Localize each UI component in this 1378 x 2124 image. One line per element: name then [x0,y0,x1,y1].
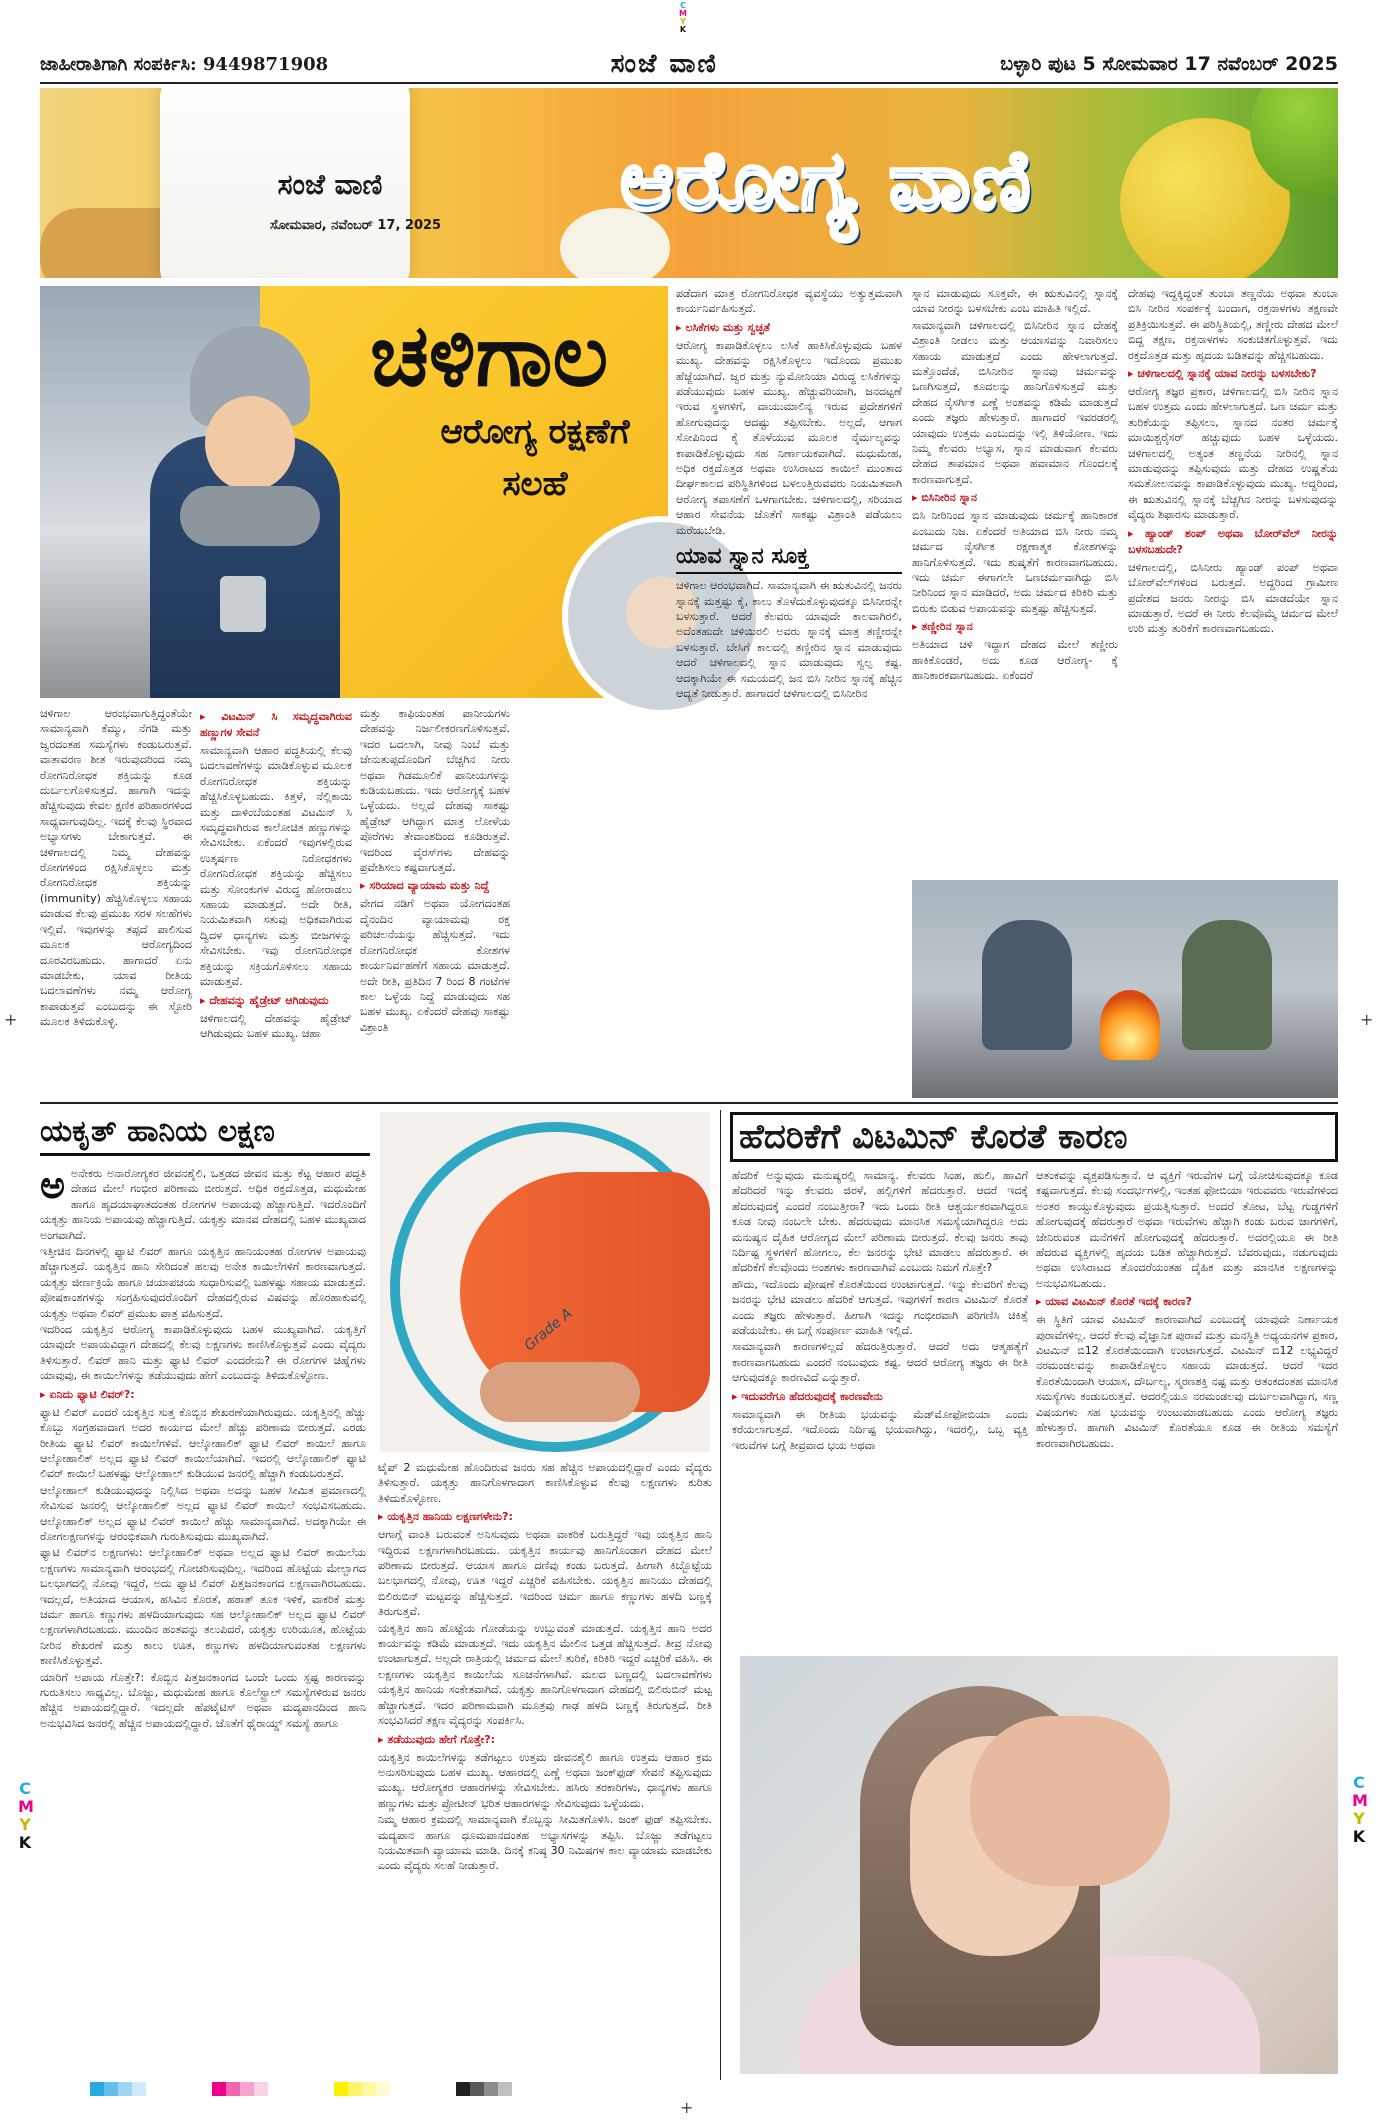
drop-cap: ಅ [40,1166,66,1207]
photo-caption: Grade A [521,1305,576,1355]
article-paragraph: ಚಳಿಗಾಲದಲ್ಲಿ, ಬಿಸಿನೀರು ಹ್ಯಾಂಡ್ ಪಂಪ್ ಅಥವಾ ಬೋರ್‌ವೆಲ್‌ಗಳಿಂದ ಬರುತ್ತದೆ. ಅದ್ದರಿಂದ ಗ್ರಾಮೀಣ ಪ್ರದೇಶದ ಜನರು ನೀರನ್ನು ಬಿಸಿ ಮಾಡದೆಯೇ ಸ್ನಾನ ಮಾಡುತ್ತಾರೆ. ಅದರೆ ಈ ನೀರು ಕೆಲವೊಮ್ಮೆ ಚರ್ಮದ ಮೇಲೆ ಉರಿ ಮತ್ತು ತುರಿಕೆಗೆ ಕಾರಣವಾಗಬಹುದು. [1128,560,1338,636]
registration-swatch [348,2082,362,2096]
registration-swatch [470,2082,484,2096]
registration-swatch [456,2082,470,2096]
child-face [205,396,295,491]
cmyk-letter: C [680,1,686,10]
article-paragraph: ವೇಗದ ನಡಿಗೆ ಅಥವಾ ಯೋಗದಂತಹ ದೈನಂದಿನ ವ್ಯಾಯಾಮವು ರಕ್ತ ಪರಿಚಲನೆಯನ್ನು ಹೆಚ್ಚಿಸುತ್ತದೆ. ಇದು ರೋಗನಿರೋಧಕ ಕೋಶಗಳ ಕಾರ್ಯನಿರ್ವಹಣೆಗೆ ಸಹಾಯ ಮಾಡುತ್ತದೆ. ಅದೇ ರೀತಿ, ಪ್ರತಿದಿನ 7 ರಿಂದ 8 ಗಂಟೆಗಳ ಕಾಲ ಒಳ್ಳೆಯ ನಿದ್ದೆ ಮಾಡುವುದು ಸಹ ಬಹಳ ಮುಖ್ಯ. ಏಕೆಂದರೆ ದೇಹವು ಸಾಕಷ್ಟು ವಿಶ್ರಾಂತಿ [360,897,510,1034]
winter-col-5 [912,286,1118,872]
cmyk-letter: Y [19,1815,31,1834]
cmyk-letter: C [19,1779,31,1798]
vitamin-article-title: ಹೆದರಿಕೆಗೆ ವಿಟಮಿನ್ ಕೊರತೆ ಕಾರಣ [730,1112,1338,1162]
article-paragraph: ಆಗಾಗ್ಗೆ ವಾಂತಿ ಬರುವಂತೆ ಅನಿಸುವುದು ಅಥವಾ ವಾಕರಿಕೆ ಬರುತ್ತಿದ್ದರೆ ಇವು ಯಕೃತ್ತಿನ ಹಾನಿ ಇದ್ದಿರುವ ಲಕ್ಷಣಗಳಾಗಿರಬಹುದು. ಯಕೃತ್ತಿನ ಕಾರ್ಯವು ಹಾನಿಗೊಂಡಾಗ ದೇಹದ ಮೇಲೆ ಪರಿಣಾಮ ಬೀರುತ್ತದೆ. ಆಯಾಸ ಹಾಗೂ ದಣಿವು ಕಂಡು ಬರುತ್ತದೆ. ಹೀಗಾಗಿ ಕಿಬ್ಬೊಟ್ಟೆಯ ಬಲಭಾಗದಲ್ಲಿ ನೋವು, ಊತ ಇದ್ದರೆ ಎಚ್ಚರಿಕೆ ವಹಿಸಬೇಕು. ಯಕೃತ್ತಿನ ಹಾನಿಯು ದೇಹದಲ್ಲಿ ಬಿಲಿರುಬಿನ್ ಮಟ್ಟವನ್ನು ಹೆಚ್ಚಿಸುತ್ತದೆ. ಇದರಿಂದ ಚರ್ಮ ಹಾಗೂ ಕಣ್ಣುಗಳು ಹಳದಿ ಬಣ್ಣಕ್ಕೆ ತಿರುಗುತ್ತವೆ. [378,1528,712,1619]
section-divider [40,1102,1338,1104]
article-paragraph: ಇದರಿಂದ ಯಕೃತ್ತಿನ ಆರೋಗ್ಯ ಕಾಪಾಡಿಕೊಳ್ಳುವುದು ಬಹಳ ಮುಖ್ಯವಾಗಿದೆ. ಯಕೃತ್ತಿಗೆ ಯಾವುದೇ ಅಪಾಯವಿದ್ದಾಗ ದೇಹದಲ್ಲಿ ಕೆಲವು ಲಕ್ಷಣಗಳು ಕಾಣಿಸಿಕೊಳ್ಳುತ್ತವೆ ಎಂದು ವೈದ್ಯರು ತಿಳಿಸುತ್ತಾರೆ. ಲಿವರ್ ಹಾನಿ ಮತ್ತು ಫ್ಯಾಟಿ ಲಿವರ್ ಎಂದರೇನು? ಈ ರೋಗಗಳ ಚಿಹ್ನೆಗಳು ಯಾವುವು, ಈ ಕಾಯಿಲೆಗಳನ್ನು ತಡೆಯುವುದು ಹೇಗೆ ಎಂಬುದನ್ನು ತಿಳಿದುಕೊಳ್ಳೋಣ. [40,1323,366,1383]
article-paragraph: ಸಾಮಾನ್ಯವಾಗಿ ಆಹಾರ ಪದ್ಧತಿಯಲ್ಲಿ ಕೆಲವು ಬದಲಾವಣೆಗಳನ್ನು ಮಾಡಿಕೊಳ್ಳುವ ಮೂಲಕ ರೋಗನಿರೋಧಕ ಶಕ್ತಿಯನ್ನು ಹೆಚ್ಚಿಸಿಕೊಳ್ಳಬಹುದು. ಕಿತ್ತಳೆ, ನೆಲ್ಲಿಕಾಯಿ ಮತ್ತು ದಾಳಿಂಬೆಯಂತಹ ವಿಟಮಿನ್ ಸಿ ಸಮೃದ್ಧವಾಗಿರುವ ಕಾಲೋಚಿತ ಹಣ್ಣುಗಳನ್ನು ಸೇವಿಸಬೇಕು. ಏಕೆಂದರೆ ಇವುಗಳಲ್ಲಿರುವ ಉತ್ಕರ್ಷಣ ನಿರೋಧಕಗಳು ರೋಗನಿರೋಧಕ ಶಕ್ತಿಯನ್ನು ಹೆಚ್ಚಿಸಲು ಮತ್ತು ಸೋಂಕುಗಳ ವಿರುದ್ಧ ಹೋರಾಡಲು ಸಹಾಯ ಮಾಡುತ್ತದೆ. ಅದೇ ರೀತಿ, ನಿಯಮಿತವಾಗಿ ಸತುವು ಅಧಿಕವಾಗಿರುವ ದ್ವಿದಳ ಧಾನ್ಯಗಳು ಮತ್ತು ಬೀಜಗಳನ್ನು ಸೇವಿಸಬೇಕು. ಇವು ರೋಗನಿರೋಧಕ ಶಕ್ತಿಯನ್ನು ಸಕ್ರಿಯಗೊಳಿಸಲು ಸಹಾಯ ಮಾಡುತ್ತವೆ. [200,744,352,989]
cmyk-letter: M [1352,1791,1368,1810]
winter-subheadline: ಆರೋಗ್ಯ ರಕ್ಷಣೆಗೆ ಸಲಹೆ [440,412,630,504]
fire-icon [1100,990,1160,1060]
winter-col-1 [40,706,192,1106]
masthead-logo: ಸಂಜೆ ವಾಣಿ [610,48,718,79]
vitamin-col-1 [732,1168,1028,1650]
section-banner [40,88,1338,278]
article-paragraph: ಚಳಿಗಾಲ ಆರಂಭವಾಗಿದೆ. ಸಾಮಾನ್ಯವಾಗಿ ಈ ಋತುವಿನಲ್ಲಿ ಜನರು ಸ್ನಾನಕ್ಕೆ ಮತ್ತಷ್ಟು ಕೈ, ಕಾಲು ತೊಳೆದುಕೊಳ್ಳುವುದಕ್ಕೂ ಬಿಸಿನೀರನ್ನೇ ಬಳಸುತ್ತಾರೆ. ಆದರೆ ಕೆಲವರು ಯಾವುದೇ ಕಾಲವಾಗಿರಲಿ, ಅದೆಂತಹುದೇ ಚಳಿಯಿರಲಿ ಅವರು ಸ್ನಾನಕ್ಕೆ ಮಾತ್ರ ತಣ್ಣೀರನ್ನೇ ಬಳಸುತ್ತಾರೆ. ಬೇಸಿಗೆ ಕಾಲದಲ್ಲಿ ತಣ್ಣೀರಿನ ಸ್ನಾನ ಮಾಡುವುದು ಆದರೆ ಚಳಿಗಾಲದಲ್ಲಿ ಸ್ನಾನ ಮಾಡುವುದು ಸ್ವಲ್ಪ ಕಷ್ಟ. ಆದಕ್ಕಾಗಿಯೇ ಈ ಸಮಯದಲ್ಲಿ ಜನ ಬಿಸಿ ನೀರಿನ ಸ್ನಾನಕ್ಕೆ ಹೆಚ್ಚಿನ ಆದ್ಯತೆ ನೀಡುತ್ತಾರೆ. ಹಾಗಾದರೆ ಚಳಿಗಾಲದಲ್ಲಿ ಬಿಸಿನೀರಿನ [676,579,902,700]
article-paragraph: ಆರೋಗ್ಯ ಕಾಪಾಡಿಕೊಳ್ಳಲು ಲಸಿಕೆ ಹಾಕಿಸಿಕೊಳ್ಳುವುದು ಬಹಳ ಮುಖ್ಯ. ದೇಹವನ್ನು ರಕ್ಷಿಸಿಕೊಳ್ಳಲು ಇದೊಂದು ಪ್ರಮುಖ ಹೆಜ್ಜೆಯಾಗಿದೆ. ಜ್ವರ ಮತ್ತು ನ್ಯುಮೋನಿಯಾ ವಿರುದ್ಧ ಲಸಿಕೆಗಳನ್ನು ಪಡೆಯುವುದು ಬಹಳ ಮುಖ್ಯ. ಹೆಚ್ಚುವರಿಯಾಗಿ, ಜನದಟ್ಟಣೆ ಇರುವ ಸ್ಥಳಗಳಿಗೆ, ವಾಯುಮಾಲಿನ್ಯ ಇರುವ ಪ್ರದೇಶಗಳಿಗೆ ಹೋಗುವುದನ್ನು ಆದಷ್ಟು ತಪ್ಪಿಸಬೇಕು. ಅಲ್ಲದೆ, ಆಗಾಗ ಸೋಪಿನಿಂದ ಕೈ ತೊಳೆಯುವ ಮೂಲಕ ನೈರ್ಮಲ್ಯವನ್ನು ಕಾಪಾಡಿಕೊಳ್ಳುವುದು ಸಹ ನಿರ್ಣಾಯಕವಾಗಿದೆ. ಮಧುಮೇಹ, ಅಧಿಕ ರಕ್ತದೊತ್ತಡ ಅಥವಾ ಉಸಿರಾಟದ ಕಾಯಿಲೆ ಮುಂತಾದ ದೀರ್ಘಕಾಲದ ಪರಿಸ್ಥಿತಿಗಳಿಂದ ಬಳಲುತ್ತಿರುವವರು ನಿಯಮಿತವಾಗಿ ಆರೋಗ್ಯ ತಪಾಸಣೆಗೆ ಒಳಗಾಗಬೇಕು. ಚಳಿಗಾಲದಲ್ಲಿ, ಸರಿಯಾದ ಆಹಾರ ಸೇವನೆಯ ಜೊತೆಗೆ ಸಾಕಷ್ಟು ವಿಶ್ರಾಂತಿ ಪಡೆಯಲು ಮರೆಯಬೇಡಿ. [676,338,902,537]
child-scarf [180,486,320,546]
winter-col-3 [360,706,510,1106]
article-paragraph: ಸಾಮಾನ್ಯವಾಗಿ ಈ ರೀತಿಯ ಭಯವನ್ನು ಮೆಡ್‌ಮೋಫೋಬಿಯಾ ಎಂದು ಕರೆಯಲಾಗುತ್ತದೆ. ಇದೊಂದು ನಿರ್ದಿಷ್ಟ ಭಯವಾಗಿದ್ದು, ಇದರಲ್ಲಿ, ಒಬ್ಬ ವ್ಯಕ್ತಿ ಇರುವೆಗಳ ಬಗ್ಗೆ ತೀವ್ರವಾದ ಭಯ ಅಥವಾ [732,1407,1028,1452]
subsection-title: ಯಾವ ಸ್ನಾನ ಸೂಕ್ತ [676,542,902,574]
article-paragraph: ಅತಿಯಾದ ಚಳಿ ಇದ್ದಾಗ ದೇಹದ ಮೇಲೆ ತಣ್ಣೀರು ಹಾಕಿಕೊಂಡರೆ, ಅದು ಕೂಡ ಆರೋಗ್ಯ- ಕ್ಕೆ ಹಾನಿಕಾರಕವಾಗಬಹುದು. ಏಕೆಂದರೆ [912,638,1118,682]
liver-pain-photo [380,1112,710,1452]
crosshair-icon: + [1360,1010,1374,1029]
registration-swatch [90,2082,104,2096]
winter-headline: ಚಳಿಗಾಲ [370,306,609,406]
worried-woman-photo [740,1656,1338,2074]
cmyk-mark-left [18,1780,32,1852]
mug-icon [220,576,266,632]
vitamin-col-2 [1036,1168,1338,1650]
article-paragraph: ಯಕೃತ್ತಿನ ಹಾನಿ ಹೊಟ್ಟೆಯ ಗೋಡೆಯನ್ನು ಉಬ್ಬುವಂತೆ ಮಾಡುತ್ತದೆ. ಯಕೃತ್ತಿನ ಹಾನಿ ಅದರ ಕಾರ್ಯವನ್ನು ಕಡಿಮೆ ಮಾಡುತ್ತದೆ. ಇದು ಯಕೃತ್ತಿನ ಮೇಲಿನ ಒತ್ತಡ ಹೆಚ್ಚಿಸುತ್ತದೆ. ತೀವ್ರ ನೋವು ಉಂಟಾಗುತ್ತದೆ. ಅಲ್ಲದೇ ರಾತ್ರಿಯಲ್ಲಿ ಚರ್ಮದ ಮೇಲೆ ತುರಿಕೆ, ಕಿರಿಕಿರಿ ಇದ್ದರೆ ಎಚ್ಚರಿಕೆ ವಹಿಸಿ. ಈ ಲಕ್ಷಣಗಳು ಯಕೃತ್ತಿನ ಕಾಯಿಲೆಯ ಸೂಚನೆಗಳಾಗಿವೆ. ಮಲದ ಬಣ್ಣದಲ್ಲಿ ಬದಲಾವಣೆಗಳು ಯಕೃತ್ತಿನ ಹಾನಿಯ ಸಂಕೇತವಾಗಿದೆ. ಯಕೃತ್ತು ಹಾನಿಗೊಳಗಾದಾಗ ದೇಹದಲ್ಲಿ ಬಿಲಿರುಬಿನ್ ಮಟ್ಟ ಹೆಚ್ಚಾಗುತ್ತದೆ. ಇದರ ಪರಿಣಾಮವಾಗಿ ಮೂತ್ರವು ಗಾಢ ಹಳದಿ ಬಣ್ಣಕ್ಕೆ ತಿರುಗುತ್ತದೆ. ರೀತಿ ಸಂಭವಿಸಿದರೆ ತಕ್ಷಣ ವೈದ್ಯರನ್ನು ಸಂಪರ್ಕಿಸಿ. [378,1621,712,1728]
column-divider [720,1110,721,2080]
subheading: ▸ ಬಿಸಿನೀರಿನ ಸ್ನಾನ [912,490,1118,506]
registration-swatch [362,2082,376,2096]
cmyk-letter: K [679,25,687,34]
article-paragraph: ಯಕೃತ್ತಿನ ಕಾಯಿಲೆಗಳನ್ನು ತಡೆಗಟ್ಟಲು ಉತ್ತಮ ಜೀವನಶೈಲಿ ಹಾಗೂ ಉತ್ತಮ ಆಹಾರ ಕ್ರಮ ಅನುಸರಿಸುವುದು ಬಹಳ ಮುಖ್ಯ. ಆಹಾರದಲ್ಲಿ ಎಣ್ಣೆ ಅಥವಾ ಜಂಕ್‌ಫುಡ್ ಸೇವನೆ ತಪ್ಪಿಸುವುದು ಮುಖ್ಯ. ಆರೋಗ್ಯಕರ ಆಹಾರಗಳನ್ನು ಸೇವಿಸಬೇಕು. ಹಸಿರು ತರಕಾರಿಗಳು, ಧಾನ್ಯಗಳು ಹಾಗೂ ಹಣ್ಣುಗಳು ಮತ್ತು ಪ್ರೋಟೀನ್ ಭರಿತ ಆಹಾರಗಳನ್ನು ಸೇವಿಸುವುದು ಒಳ್ಳೆಯದು. [378,1750,712,1810]
subheading: ▸ ತಣ್ಣೀರಿನ ಸ್ನಾನ [912,619,1118,635]
article-paragraph: ಹೆದರಿಕೆ ಅನ್ನುವುದು ಮನುಷ್ಯರಲ್ಲಿ ಸಾಮಾನ್ಯ. ಕೆಲವರು ಸಿಂಹ, ಹುಲಿ, ಹಾವಿಗೆ ಹೆದರಿದರೆ ಇನ್ನು ಕೆಲವರು ಜಿರಳೆ, ಹಲ್ಲಿಗಳಿಗೆ ಹೆದರುತ್ತಾರೆ. ಆದರೆ ಇದಕ್ಕೆ ಹೆದರುವುದಕ್ಕೆ ಎಂದರೆ ನಂಬುತ್ತೀರಾ? ಇದು ಒಂದು ರೀತಿ ಆಶ್ಚರ್ಯಕರವಾಗಿದ್ದರೂ ಕೂಡ ನೀವು ನಂಬಲೇ ಬೇಕು. ಹೆದರುವುದು ಮಾನಸಿಕ ಸಮಸ್ಯೆಯಾಗಿದ್ದರೂ ಅದು ಮನುಷ್ಯನ ದೈಹಿಕ ಆರೋಗ್ಯದ ಮೇಲೆ ಪರಿಣಾಮ ಬೀರುತ್ತದೆ. ಕೆಲವು ಜನರು ತಾವು ನಿರ್ದಿಷ್ಟ ಸ್ಥಳಗಳಿಗೆ ಹೋಗಲು, ಕೆಲ ಜನರನ್ನು ಭೇಟಿ ಮಾಡಲು ಹೆದರುತ್ತಾರೆ. ಈ ಹೆದರಿಕೆಗೆ ಕೆಲವೊಂದು ಅಂಶಗಳು ಕಾರಣವಾಗಿವೆ ಎಂಬುದು ನಿಮಗೆ ಗೊತ್ತೇ? [732,1169,1028,1275]
registration-swatch [240,2082,254,2096]
cmyk-letter: Y [680,17,686,26]
cmyk-letter: K [1352,1827,1366,1846]
subheading: ▸ ಹ್ಯಾಂಡ್ ಶಂಪ್ ಅಥವಾ ಬೋರ್‌ವೆಲ್ ನೀರನ್ನು ಬಳಸಬಹುದೇ? [1128,526,1338,558]
article-paragraph: ಆರೋಗ್ಯ ತಜ್ಞರ ಪ್ರಕಾರ, ಚಳಿಗಾಲದಲ್ಲಿ ಬಿಸಿ ನೀರಿನ ಸ್ನಾನ ಬಹಳ ಉತ್ತಮ ಎಂದು ಹೇಳಲಾಗುತ್ತದೆ. ಒಣ ಚರ್ಮ ಮತ್ತು ತುರಿಕೆಯನ್ನು ತಪ್ಪಿಸಲು, ಸ್ನಾನದ ನಂತರ ಚರ್ಮಕ್ಕೆ ಮಾಯಿಶ್ಚರೈಸರ್ ಹಚ್ಚುವುದು ಬಹಳ ಒಳ್ಳೆಯದು. ಚಳಿಗಾಲದಲ್ಲಿ ಅತ್ಯಂತ ತಣ್ಣನೆಯ ನೀರಿನಲ್ಲಿ ಸ್ನಾನ ಮಾಡುವುದನ್ನು ತಪ್ಪಿಸುವುದು ಮತ್ತು ದೇಹದ ಉಷ್ಣತೆಯ ಸಮತೋಲನವನ್ನು ಕಾಪಾಡಿಕೊಳ್ಳುವುದು ಮುಖ್ಯ. ಅದ್ದರಿಂದ, ಈ ಋತುವಿನಲ್ಲಿ ಸ್ನಾನಕ್ಕೆ ಬೆಚ್ಚಗಿನ ನೀರನ್ನು ಬಳಸುವುದನ್ನು ವೈದ್ಯರು ಶಿಫಾರಸು ಮಾಡುತ್ತಾರೆ. [1128,385,1338,522]
article-paragraph: ಫ್ಯಾಟಿ ಲಿವರ್ ಎಂದರೆ ಯಕೃತ್ತಿನ ಸುತ್ತ ಕೊಬ್ಬಿನ ಶೇಖರಣೆಯಾಗಿರುವುದು. ಯಕೃತ್ತಿನಲ್ಲಿ ಹೆಚ್ಚು ಕೊಬ್ಬು ಸಂಗ್ರಹವಾದಾಗ ಅದರ ಕಾರ್ಯದ ಮೇಲೆ ಹೆಚ್ಚು ಪರಿಣಾಮ ಬೀರುತ್ತದೆ. ಎರಡು ರೀತಿಯ ಫ್ಯಾಟಿ ಲಿವರ್ ಕಾಯಿಲೆಗಳಿವೆ. ಆಲ್ಕೋಹಾಲಿಕ್ ಫ್ಯಾಟಿ ಲಿವರ್ ಕಾಯಿಲೆ ಹಾಗೂ ಆಲ್ಕೋಹಾಲಿಕ್ ಅಲ್ಲದ ಫ್ಯಾಟಿ ಲಿವರ್ ಕಾಯಿಲೆಯಾಗಿದೆ. ಇದರಲ್ಲಿ ಆಲ್ಕೋಹಾಲಿಕ್ ಫ್ಯಾಟಿ ಲಿವರ್ ಕಾಯಿಲೆ ಬಹಳಷ್ಟು ಆಲ್ಕೋಹಾಲ್ ಕುಡಿಯುವ ಜನರಲ್ಲಿ ಹೆಚ್ಚಾಗಿ ಕಂಡುಬರುತ್ತದೆ. [40,1405,366,1481]
color-registration-bar [90,2082,512,2096]
article-paragraph: ಆಲ್ಕೋಹಾಲ್ ಕುಡಿಯುವುದನ್ನು ನಿಲ್ಲಿಸಿದ ಅಥವಾ ಅದನ್ನು ಬಹಳ ಸೀಮಿತ ಪ್ರಮಾಣದಲ್ಲಿ ಸೇವಿಸುವ ಜನರಲ್ಲಿ ಆಲ್ಕೋಹಾಲಿಕ್ ಅಲ್ಲದ ಫ್ಯಾಟಿ ಲಿವರ್ ಕಾಯಿಲೆ ಸಂಭವಿಸಬಹುದು. ಆಲ್ಕೋಹಾಲಿಕ್ ಅಲ್ಲದ ಫ್ಯಾಟಿ ಲಿವರ್ ಕಾಯಿಲೆ ಹೆಚ್ಚು ಸಾಮಾನ್ಯವಾಗಿದೆ. ಅದಕ್ಕಾಗಿಯೇ ಈ ರೋಗಲಕ್ಷಣಗಳನ್ನು ಆರಂಭಿಕವಾಗಿ ಗುರುತಿಸುವುದು ಮುಖ್ಯವಾಗಿದೆ. [40,1483,366,1543]
registration-swatch [104,2082,118,2096]
cmyk-letter: C [1353,1773,1365,1792]
article-paragraph: ಆತಂಕವನ್ನು ವ್ಯಕ್ತಪಡಿಸುತ್ತಾನೆ. ಆ ವ್ಯಕ್ತಿಗೆ ಇರುವೆಗಳ ಬಗ್ಗೆ ಯೋಚಿಸುವುದಕ್ಕೂ ಕೂಡ ಕಷ್ಟವಾಗುತ್ತದೆ. ಕೆಲವು ಸಂದರ್ಭಗಳಲ್ಲಿ, ಇಂತಹ ಫೋಬಿಯಾ ಇರುವವರು ಇರುವೆಗಳಿಂದ ಅಂತರ ಕಾಯ್ದುಕೊಳ್ಳುವುದು ಪ್ರಯತ್ನಿಸುತ್ತಾರೆ. ಅಂದರೆ ತೋಟ, ಬೆಟ್ಟ ಗುಡ್ಡಗಳಿಗೆ ಹೋಗುವುದಕ್ಕೆ ಹೆದರುತ್ತಾರೆ ಅಥವಾ ಇರುವೆಗಳು ಹೆಚ್ಚಾಗಿ ಕಂಡು ಬರುವ ಜಾಗಗಳಿಗೆ, ಜೇನಿರುವಂತ ಮನೆಗಳಿಗೆ ಹೋಗುವುದಕ್ಕೆ ಹೆದರುತ್ತಾರೆ. ಅದರಲ್ಲಿಯೂ ಈ ರೀತಿ ಹೆದರುವ ವ್ಯಕ್ತಿಗಳಲ್ಲಿ ಹೃದಯ ಬಡಿತ ಹೆಚ್ಚಾಗಿರುತ್ತದೆ. ಬೆವರುವುದು, ನಡುಗುವುದು ಅಥವಾ ಉಸಿರಾಟದ ತೊಂದರೆಯಂತಹ ದೈಹಿಕ ಮತ್ತು ಮಾನಸಿಕ ಲಕ್ಷಣಗಳನ್ನು ಅನುಭವಿಸಬಹುದು. [1036,1169,1338,1290]
article-paragraph: ಫ್ಯಾಟಿ ಲಿವರ್‌ನ ಲಕ್ಷಣಗಳು: ಆಲ್ಕೋಹಾಲಿಕ್ ಅಥವಾ ಅಲ್ಲದ ಫ್ಯಾಟಿ ಲಿವರ್ ಕಾಯಿಲೆಯ ಲಕ್ಷಣಗಳು ಸಾಮಾನ್ಯವಾಗಿ ಆರಂಭದಲ್ಲಿ ಗೋಚರಿಸುವುದಿಲ್ಲ. ಇದರಿಂದ ಹೊಟ್ಟೆಯ ಮೇಲ್ಭಾಗದ ಬಲಭಾಗದಲ್ಲಿ ನೋವು ಇದ್ದರೆ, ಅದು ಫ್ಯಾಟಿ ಲಿವರ್ ಪಿತ್ತಜನಕಾಂಗದ ಲಕ್ಷಣವಾಗಿರಬಹುದು. ಇದಲ್ಲದೆ, ಅತಿಯಾದ ಆಯಾಸ, ಹಸಿವಿನ ಕೊರತೆ, ಹಠಾತ್ ತೂಕ ಇಳಿಕೆ, ವಾಕರಿಕೆ ಮತ್ತು ಚರ್ಮ ಹಾಗೂ ಕಣ್ಣುಗಳು ಹಳದಿಯಾಗುವುದು ಸಹ ಆಲ್ಕೋಹಾಲಿಕ್ ಅಲ್ಲದ ಫ್ಯಾಟಿ ಲಿವರ್ ಲಕ್ಷಣಗಳಾಗಿರಬಹುದು. ಮುಂದಿನ ಹಂತವನ್ನು ತಲುಪಿದರೆ, ಯಕೃತ್ತು ಉರಿಯೂತ, ಹೊಟ್ಟೆಯ ನೀರಿನ ಶೇಖರಣೆ ಮತ್ತು ಕಾಲು ಊತ, ಕಣ್ಣುಗಳು ಹಳದಿಯಾಗುವಂತಹ ಲಕ್ಷಣಗಳು ಕಾಣಿಸಿಕೊಳ್ಳುತ್ತವೆ. [40,1546,366,1668]
subheading: ▸ ಚಳಿಗಾಲದಲ್ಲಿ ಸ್ನಾನಕ್ಕೆ ಯಾವ ನೀರನ್ನು ಬಳಸಬೇಕು? [1128,366,1338,382]
article-paragraph: ಚಳಿಗಾಲದಲ್ಲಿ ದೇಹವನ್ನು ಹೈಡ್ರೇಟ್ ಆಗಿಡುವುದು ಬಹಳ ಮುಖ್ಯ. ಚಹಾ [200,1011,352,1040]
article-paragraph: ಸ್ನಾನ ಮಾಡುವುದು ಸೂಕ್ತವೇ, ಈ ಋತುವಿನಲ್ಲಿ ಸ್ನಾನಕ್ಕೆ ಯಾವ ನೀರನ್ನು ಬಳಸಬೇಕು ಎಂಬ ಮಾಹಿತಿ ಇಲ್ಲಿದೆ. [912,287,1118,316]
liver-col-1 [40,1166,366,2076]
cmyk-mark-top [676,2,690,34]
winter-col-2 [200,706,352,1106]
subheading: ▸ ಯಕೃತ್ತಿನ ಹಾನಿಯ ಲಕ್ಷಣಗಳೇನು?: [378,1509,712,1525]
subheading: ▸ ದೇಹವನ್ನು ಹೈಡ್ರೇಟ್ ಆಗಿಡುವುದು [200,993,352,1009]
subheading: ▸ ವಿಟಮಿನ್ ಸಿ ಸಮೃದ್ಧವಾಗಿರುವ ಹಣ್ಣುಗಳ ಸೇವನೆ [200,709,352,741]
subheading: ▸ ಯಾವ ವಿಟಮಿನ್ ಕೊರತೆ ಇದಕ್ಕೆ ಕಾರಣ? [1036,1294,1338,1310]
article-paragraph [40,1166,366,1243]
person-figure [982,920,1072,1050]
registration-swatch [212,2082,226,2096]
article-paragraph: ಹೌದು, ಇದೊಂದು ಪೋಷಣೆ ಕೊರತೆಯಿಂದ ಉಂಟಾಗುತ್ತದೆ. ಇನ್ನು ಕೆಲವರಿಗೆ ಕೆಲವು ಜನರನ್ನು ಭೇಟಿ ಮಾಡಲು ಹೆದರಿಕೆ ಆಗುತ್ತದೆ. ಇವುಗಳಿಗೆ ಕಾರಣ ವಿಟಮಿನ್ ಕೊರತೆ ಎಂದು ತಜ್ಞರು ಹೇಳುತ್ತಾರೆ. ಹೀಗಾಗಿ ಇದನ್ನು ಗಂಭೀರವಾಗಿ ಪರಿಗಣಿಸಿ ಚಿಕಿತ್ಸೆ ಪಡೆಯಬೇಕು. ಈ ಬಗ್ಗೆ ಸಂಪೂರ್ಣ ಮಾಹಿತಿ ಇಲ್ಲಿದೆ. [732,1277,1028,1338]
registration-swatch [376,2082,390,2096]
subheading: ▸ ಸರಿಯಾದ ವ್ಯಾಯಾಮ ಮತ್ತು ನಿದ್ದೆ [360,878,510,894]
crosshair-icon: + [4,1010,18,1029]
article-paragraph: ಬಿಸಿ ನೀರಿನಿಂದ ಸ್ನಾನ ಮಾಡುವುದು ಚರ್ಮಕ್ಕೆ ಹಾನಿಕಾರಕ ಎಂಬುದು ನಿಜ. ಏಕೆಂದರೆ ಅತಿಯಾದ ಬಿಸಿ ನೀರು ನಮ್ಮ ಚರ್ಮದ ನೈಸರ್ಗಿಕ ರಕ್ಷಣಾತ್ಮಕ ಕೋಶಗಳನ್ನು ಹಾನಿಗೊಳಿಸುತ್ತದೆ. ಇದು ಶುಷ್ಕತೆಗೆ ಕಾರಣವಾಗಬಹುದು. ಇದು ಚರ್ಮ ಈಗಾಗಲೇ ಒಣಚರ್ಮವಾಗಿದ್ದು ಬಿಸಿ ನೀರಿನಿಂದ ಸ್ನಾನ ಮಾಡಿದರೆ, ಅದು ಚರ್ಮದ ಕಿರಿಕಿರಿ ಮತ್ತು ಬಿರುಕು ಬಿಡುವ ಅಪಾಯವನ್ನು ಮತ್ತಷ್ಟು ಹೆಚ್ಚಿಸುತ್ತದೆ. [912,509,1118,615]
article-paragraph: ಪಡೆದಾಗ ಮಾತ್ರ ರೋಗನಿರೋಧಕ ವ್ಯವಸ್ಥೆಯು ಅತ್ಯುತ್ತಮವಾಗಿ ಕಾರ್ಯನಿರ್ವಹಿಸುತ್ತದೆ. [676,287,902,316]
brand-logo: ಸಂಜೆ ವಾಣಿ [277,168,383,201]
dateline: ಬಳ್ಳಾರಿ ಪುಟ 5 ಸೋಮವಾರ 17 ನವೆಂಬರ್ 2025 [1000,53,1338,75]
registration-swatch [118,2082,132,2096]
subheading: ▸ ತಡೆಯುವುದು ಹೇಗೆ ಗೊತ್ತೇ?: [378,1732,712,1748]
page-header [40,46,1338,84]
campfire-photo [912,880,1338,1098]
crosshair-icon: + [680,2098,694,2117]
article-paragraph: ಟೈಪ್ 2 ಮಧುಮೇಹ ಹೊಂದಿರುವ ಜನರು ಸಹ ಹೆಚ್ಚಿನ ಅಪಾಯದಲ್ಲಿದ್ದಾರೆ ಎಂದು ವೈದ್ಯರು ತಿಳಿಸುತ್ತಾರೆ. ಯಕೃತ್ತು ಹಾನಿಗೊಳಗಾದಾಗ ಕಾಣಿಸಿಕೊಳ್ಳುವ ಕೆಲವು ಲಕ್ಷಣಗಳು ಕುರಿತು ತಿಳಿದುಕೊಳ್ಳೋಣ. [378,1461,712,1505]
winter-col-6 [1128,286,1338,872]
registration-swatch [334,2082,348,2096]
subheading: ▸ ಲಸಿಕೆಗಳು ಮತ್ತು ಸ್ವಚ್ಛತೆ [676,320,902,336]
article-text: ಅನೇಕರು ಅನಾರೋಗ್ಯಕರ ಜೀವನಶೈಲಿ, ಒತ್ತಡದ ಜೀವನ ಮತ್ತು ಕೆಟ್ಟ ಆಹಾರ ಪದ್ಧತಿ ದೇಹದ ಮೇಲೆ ಗಂಭೀರ ಪರಿಣಾಮ ಬೀರುತ್ತದೆ. ಅಧಿಕ ರಕ್ತದೊತ್ತಡ, ಮಧುಮೇಹ ಹಾಗೂ ಹೃದಯಾಘಾತದಂತಹ ರೋಗಗಳ ಅಪಾಯವು ಹೆಚ್ಚಾಗುತ್ತಿದೆ. ಇದರೊಂದಿಗೆ ಯಕೃತ್ತು ಹಾನಿಯ ಅಪಾಯವು ಹೆಚ್ಚಾಗುತ್ತಿದೆ. ಯಕೃತ್ತು ಮಾನವ ದೇಹದಲ್ಲಿ ಬಹಳ ಮುಖ್ಯವಾದ ಅಂಗವಾಗಿದೆ. [40,1167,366,1242]
hand-on-face [970,1716,1170,1886]
registration-swatch [132,2082,146,2096]
cmyk-letter: M [679,9,687,18]
article-paragraph: ಚಳಿಗಾಲ ಆರಂಭವಾಗುತ್ತಿದ್ದಂತೆಯೇ ಸಾಮಾನ್ಯವಾಗಿ ಕೆಮ್ಮು, ನೆಗಡಿ ಮತ್ತು ಜ್ವರದಂತಹ ಸಮಸ್ಯೆಗಳು ಕಂಡುಬರುತ್ತವೆ. ವಾತಾವರಣ ಶೀತ ಇರುವುದರಿಂದ ನಮ್ಮ ರೋಗನಿರೋಧಕ ಶಕ್ತಿಯನ್ನು ಕೂಡ ದುರ್ಬಲಗೊಳಿಸುತ್ತದೆ. ಹಾಗಾಗಿ ಇದನ್ನು ಹೆಚ್ಚಿಸುವುದು ಕೇವಲ ಕ್ಷಣಿಕ ಪರಿಹಾರಗಳಿಂದ ಸಾಧ್ಯವಾಗುವುದಿಲ್ಲ. ಇದಕ್ಕೆ ಕೆಲವು ಸ್ಥಿರವಾದ ಅಭ್ಯಾಸಗಳು ಬೇಕಾಗುತ್ತವೆ. ಈ ಚಳಿಗಾಲದಲ್ಲಿ ನಿಮ್ಮ ದೇಹವನ್ನು ರೋಗಗಳಿಂದ ರಕ್ಷಿಸಿಕೊಳ್ಳಲು ಮತ್ತು ರೋಗನಿರೋಧಕ ಶಕ್ತಿಯನ್ನು (immunity) ಹೆಚ್ಚಿಸಿಕೊಳ್ಳಲು ಸಹಾಯ ಮಾಡುವ ಕೆಲವು ಪ್ರಮುಖ ಸರಳ ಸಲಹೆಗಳು ಇಲ್ಲಿವೆ. ಇವುಗಳನ್ನು ತಪ್ಪದೆ ಪಾಲಿಸುವ ಮೂಲಕ ಆರೋಗ್ಯದಿಂದ ದೂರವಿರಬಹುದು. ಹಾಗಾದರೆ ಏನು ಮಾಡಬೇಕು, ಯಾವ ರೀತಿಯ ಬದಲಾವಣೆಗಳು ನಮ್ಮ ಆರೋಗ್ಯ ಕಾಪಾಡುತ್ತವೆ ಎಂಬುದನ್ನು ಈ ಸ್ಟೋರಿ ಮೂಲಕ ತಿಳಿದುಕೊಳ್ಳಿ. [40,707,192,1029]
article-paragraph: ಸಾಮಾನ್ಯವಾಗಿ ಕಾರಣಗಳಿಲ್ಲದೆ ಹೆದರುತ್ತಿರುತ್ತಾರೆ. ಆದರೆ ಅದು ಆತ್ಮಹತ್ಯೆಗೆ ಕಾರಣವಾಗಬಹುದು ಎಂದರೆ ನಂಬುವುದು ಕಷ್ಟ. ಆದರೆ ಆರೋಗ್ಯ ತಜ್ಞರು ಈ ರೀತಿ ಆಗುವುದಕ್ಕೂ ಕಾರಣವಿದೆ ಎನ್ನುತ್ತಾರೆ. [732,1340,1028,1385]
article-paragraph: ನಿಮ್ಮ ಆಹಾರ ಕ್ರಮದಲ್ಲಿ ಸಾಮಾನ್ಯವಾಗಿ ಕೊಬ್ಬನ್ನು ಸೀಮಿತಗೊಳಿಸಿ. ಜಂಕ್ ಫುಡ್ ತಪ್ಪಿಸಬೇಕು. ಮದ್ಯಪಾನ ಹಾಗೂ ಧೂಮಪಾನದಂತಹ ಅಭ್ಯಾಸಗಳನ್ನು ತಪ್ಪಿಸಿ. ಬೊಜ್ಜು ತಡೆಗಟ್ಟಲು ನಿಯಮಿತವಾಗಿ ವ್ಯಾಯಾಮ ಮಾಡಿ. ದಿನಕ್ಕೆ ಕನಿಷ್ಠ 30 ನಿಮಿಷಗಳ ಕಾಲ ವ್ಯಾಯಾಮ ಮಾಡಬೇಕು ಎಂದು ವೈದ್ಯರು ಸಲಹೆ ನೀಡುತ್ತಾರೆ. [378,1813,712,1873]
registration-swatch [254,2082,268,2096]
article-paragraph: ಸಾಮಾನ್ಯವಾಗಿ ಚಳಿಗಾಲದಲ್ಲಿ ಬಿಸಿನೀರಿನ ಸ್ನಾನ ದೇಹಕ್ಕೆ ವಿಶ್ರಾಂತಿ ನೀಡಲು ಮತ್ತು ಆಯಾಸವನ್ನು ನಿವಾರಿಸಲು ಸಹಾಯ ಮಾಡುತ್ತದೆ ಎಂದು ಹೇಳಲಾಗುತ್ತದೆ. ಮತ್ತೊಂದೆಡೆ, ಬಿಸಿನೀರಿನ ಸ್ನಾನವು ಚರ್ಮವನ್ನು ಒಣಗಿಸುತ್ತದೆ, ಕೂದಲನ್ನು ಹಾನಿಗೊಳಿಸುತ್ತದೆ ಮತ್ತು ದೇಹದ ನೈಸರ್ಗಿಕ ಎಣ್ಣೆ ಅಂಶವನ್ನು ಕಡಿಮೆ ಮಾಡುತ್ತದೆ ಎಂದು ತಜ್ಞರು ಹೇಳುತ್ತಾರೆ. ಹಾಗಾದರೆ ಇವರಡರಲ್ಲಿ ಯಾವುದು ಉತ್ತಮ ಎಂಬುದನ್ನು ಇಲ್ಲಿ ತಿಳಿಯೋಣ. ಇದು ನಿಮ್ಮ ಕೆಲವರು ಅಭ್ಯಾಸ, ಸ್ನಾನ ಮಾಡುವಾಗ ಕೆಲವರು ದೇಹದ ತಾಪಮಾನ ಅಥವಾ ಹವಾಮಾನ ಗೊಂದಲಕ್ಕೆ ಕಾರಣವಾಗುತ್ತದೆ. [912,318,1118,486]
hands-on-belly [480,1362,640,1422]
cmyk-letter: K [18,1833,32,1852]
cmyk-letter: M [18,1797,34,1816]
subheading: ▸ ಇದುವರೆಗೂ ಹೆದರುವುದಕ್ಕೆ ಕಾರಣವೇನು [732,1389,1028,1405]
person-figure [1182,920,1272,1050]
ad-contact: ಜಾಹೀರಾತಿಗಾಗಿ ಸಂಪರ್ಕಿಸಿ: 9449871908 [40,53,329,75]
article-paragraph: ಮತ್ತು ಕಾಫಿಯಂತಹ ಪಾನೀಯಗಳು ದೇಹವನ್ನು ನಿರ್ಜಲೀಕರಣಗೊಳಿಸುತ್ತವೆ. ಇದರ ಬದಲಾಗಿ, ನೀವು ನಿಂಬೆ ಮತ್ತು ಜೇನುತುಪ್ಪದೊಂದಿಗೆ ಬೆಚ್ಚಗಿನ ನೀರು ಅಥವಾ ಗಿಡಮೂಲಿಕೆ ಪಾನೀಯಗಳನ್ನು ಕುಡಿಯಬಹುದು. ಇದು ಆರೋಗ್ಯಕ್ಕೆ ಬಹಳ ಒಳ್ಳೆಯದು. ಅಲ್ಲದೆ ದೇಹವು ಸಾಕಷ್ಟು ಹೈಡ್ರೇಟ್ ಆಗಿದ್ದಾಗ ಮಾತ್ರ ಲೋಳೆಯ ಪೊರೆಗಳು ತೇವಾಂಶದಿಂದ ಕೂಡಿರುತ್ತವೆ. ಇದರಿಂದ ವೈರಸ್‌ಗಳು ದೇಹವನ್ನು ಪ್ರವೇಶಿಸಲು ಕಷ್ಟವಾಗುತ್ತದೆ. [360,707,510,875]
section-title: ಆರೋಗ್ಯ ವಾಣಿ [620,134,1033,229]
article-paragraph: ಈ ಸ್ಥಿತಿಗೆ ಯಾವ ವಿಟಮಿನ್ ಕಾರಣವಾಗಿದೆ ಎಂಬುದಕ್ಕೆ ಯಾವುದೇ ನಿರ್ಣಾಯಕ ಪುರಾವೆಗಳಿಲ್ಲ. ಆದರೆ ಕೆಲವು ವೈಜ್ಞಾನಿಕ ಪುರಾವೆ ಮತ್ತು ಮನಸ್ಥಿತಿ ಅಧ್ಯಯನಗಳ ಪ್ರಕಾರ, ವಿಟಮಿನ್ ಬಿ12 ಕೊರತೆಯಿಂದಾಗಿ ಉಂಟಾಗುತ್ತದೆ. ವಿಟಮಿನ್ ಬಿ12 ಲಭ್ಯವಿದ್ದರೆ ನರಮಂಡಲವನ್ನು ಕಾಪಾಡಿಕೊಳ್ಳಲು ಸಹಾಯ ಮಾಡುತ್ತದೆ. ಆದರೆ ಇದರ ಕೊರತೆಯಿಂದಾಗಿ ಆಯಾಸ, ದೌರ್ಬಲ್ಯ, ಸ್ಮರಣಶಕ್ತಿ ನಷ್ಟ ಮತ್ತು ಆತಂಕದಂತಹ ಮಾನಸಿಕ ಸಮಸ್ಯೆಗಳು ಕಂಡುಬರುತ್ತವೆ. ಆದರಲ್ಲಿಯೂ ನರಮಂಡಲವು ದುರ್ಬಲವಾಗಿದ್ದಾಗ, ಸಣ್ಣ ವಿಷಯಗಳು ಸಹ ಭಯವನ್ನು ಉಂಟುಮಾಡಬಹುದು ಎಂದು ಆರೋಗ್ಯ ತಜ್ಞರು ಹೇಳುತ್ತಾರೆ. ಹಾಗಾಗಿ ವಿಟಮಿನ್ ಕೊರತೆಯೂ ಕೂಡ ಈ ರೀತಿಯ ಸಮಸ್ಯೆಗೆ ಕಾರಣವಾಗಿರಬಹುದು. [1036,1313,1338,1450]
registration-swatch [498,2082,512,2096]
subheading: ▸ ಏನಿದು ಫ್ಯಾಟಿ ಲಿವರ್?: [40,1387,366,1403]
liver-article-title: ಯಕೃತ್ ಹಾನಿಯ ಲಕ್ಷಣ [40,1114,370,1156]
registration-swatch [226,2082,240,2096]
registration-swatch [484,2082,498,2096]
article-paragraph: ಯಾರಿಗೆ ಅಪಾಯ ಗೊತ್ತೇ?: ಕೊಬ್ಬಿನ ಪಿತ್ತಜನಕಾಂಗದ ಒಂದೇ ಒಂದು ಸ್ಪಷ್ಟ ಕಾರಣವನ್ನು ಗುರುತಿಸಲು ಸಾಧ್ಯವಿಲ್ಲ. ಬೊಜ್ಜು, ಮಧುಮೇಹ ಹಾಗೂ ಕೊಲೆಸ್ಟ್ರಾಲ್ ಸಮಸ್ಯೆಗಳಿರುವ ಜನರು ಹೆಚ್ಚಿನ ಅಪಾಯದಲ್ಲಿದ್ದಾರೆ. ಇದಲ್ಲದೇ ಹೆಪಟೈಟಿಸ್ ಅಥವಾ ಮದ್ಯಪಾನದಿಂದ ಹಾನಿ ಅನುಭವಿಸಿದ ಜನರಲ್ಲಿ ಹೆಚ್ಚಿನ ಅಪಾಯದಲ್ಲಿದ್ದಾರೆ. ಜೊತೆಗೆ ಥೈರಾಯ್ಡ್ ಸಮಸ್ಯೆ ಹಾಗೂ [40,1670,366,1730]
cmyk-letter: Y [1353,1809,1365,1828]
article-paragraph: ದೇಹವು ಇದ್ದಕ್ಕಿದ್ದಂತೆ ತುಂಬಾ ತಣ್ಣನೆಯ ಅಥವಾ ತುಂಬಾ ಬಿಸಿ ನೀರಿನ ಸಂಪರ್ಕಕ್ಕೆ ಬಂದಾಗ, ರಕ್ತನಾಳಗಳು ತಕ್ಷಣವೇ ಪ್ರತಿಕ್ರಿಯಿಸುತ್ತವೆ. ಈ ಪರಿಸ್ಥಿತಿಯಲ್ಲಿ, ತಣ್ಣೀರು ದೇಹದ ಮೇಲೆ ಬಿದ್ದ ತಕ್ಷಣ, ರಕ್ತನಾಳಗಳು ಸಂಕುಚಿತಗೊಳ್ಳುತ್ತವೆ. ಇದು ರಕ್ತದೊತ್ತಡ ಮತ್ತು ಹೃದಯ ಬಡಿತವನ್ನು ಹೆಚ್ಚಿಸಬಹುದು. [1128,287,1338,362]
liver-col-2 [378,1460,712,2076]
cmyk-mark-right [1352,1774,1366,1846]
winter-col-4 [676,286,902,1098]
banner-date: ಸೋಮವಾರ, ನವೆಂಬರ್ 17, 2025 [270,218,442,233]
article-paragraph: ಇತ್ತೀಚಿನ ದಿನಗಳಲ್ಲಿ ಫ್ಯಾಟಿ ಲಿವರ್ ಹಾಗೂ ಯಕೃತ್ತಿನ ಹಾನಿಯಂತಹ ರೋಗಗಳ ಅಪಾಯವು ಹೆಚ್ಚಾಗುತ್ತದೆ. ಯಕೃತ್ತಿನ ಹಾನಿ ಸೇರಿದಂತೆ ಹಲವು ಅನೇಕ ಕಾಯಿಲೆಗಳಿಗೆ ಕಾರಣವಾಗುತ್ತದೆ. ಯಕೃತ್ತು ಜೀರ್ಣಕ್ರಿಯೆ ಹಾಗೂ ಚಯಾಪಚಯ ಸುಧಾರಿಸುವಲ್ಲಿ ಬಹಳಷ್ಟು ಸಹಾಯ ಮಾಡುತ್ತದೆ. ಪೋಷಕಾಂಶಗಳನ್ನು ಸಂಗ್ರಹಿಸುವುದರೊಂದಿಗೆ ದೇಹದಲ್ಲಿರುವ ವಿಷವನ್ನು ಹೊರಹಾಕುವಲ್ಲಿ ಯಕೃತ್ತು ಅಥವಾ ಲಿವರ್ ಪ್ರಮುಖ ಪಾತ್ರ ವಹಿಸುತ್ತದೆ. [40,1245,366,1320]
